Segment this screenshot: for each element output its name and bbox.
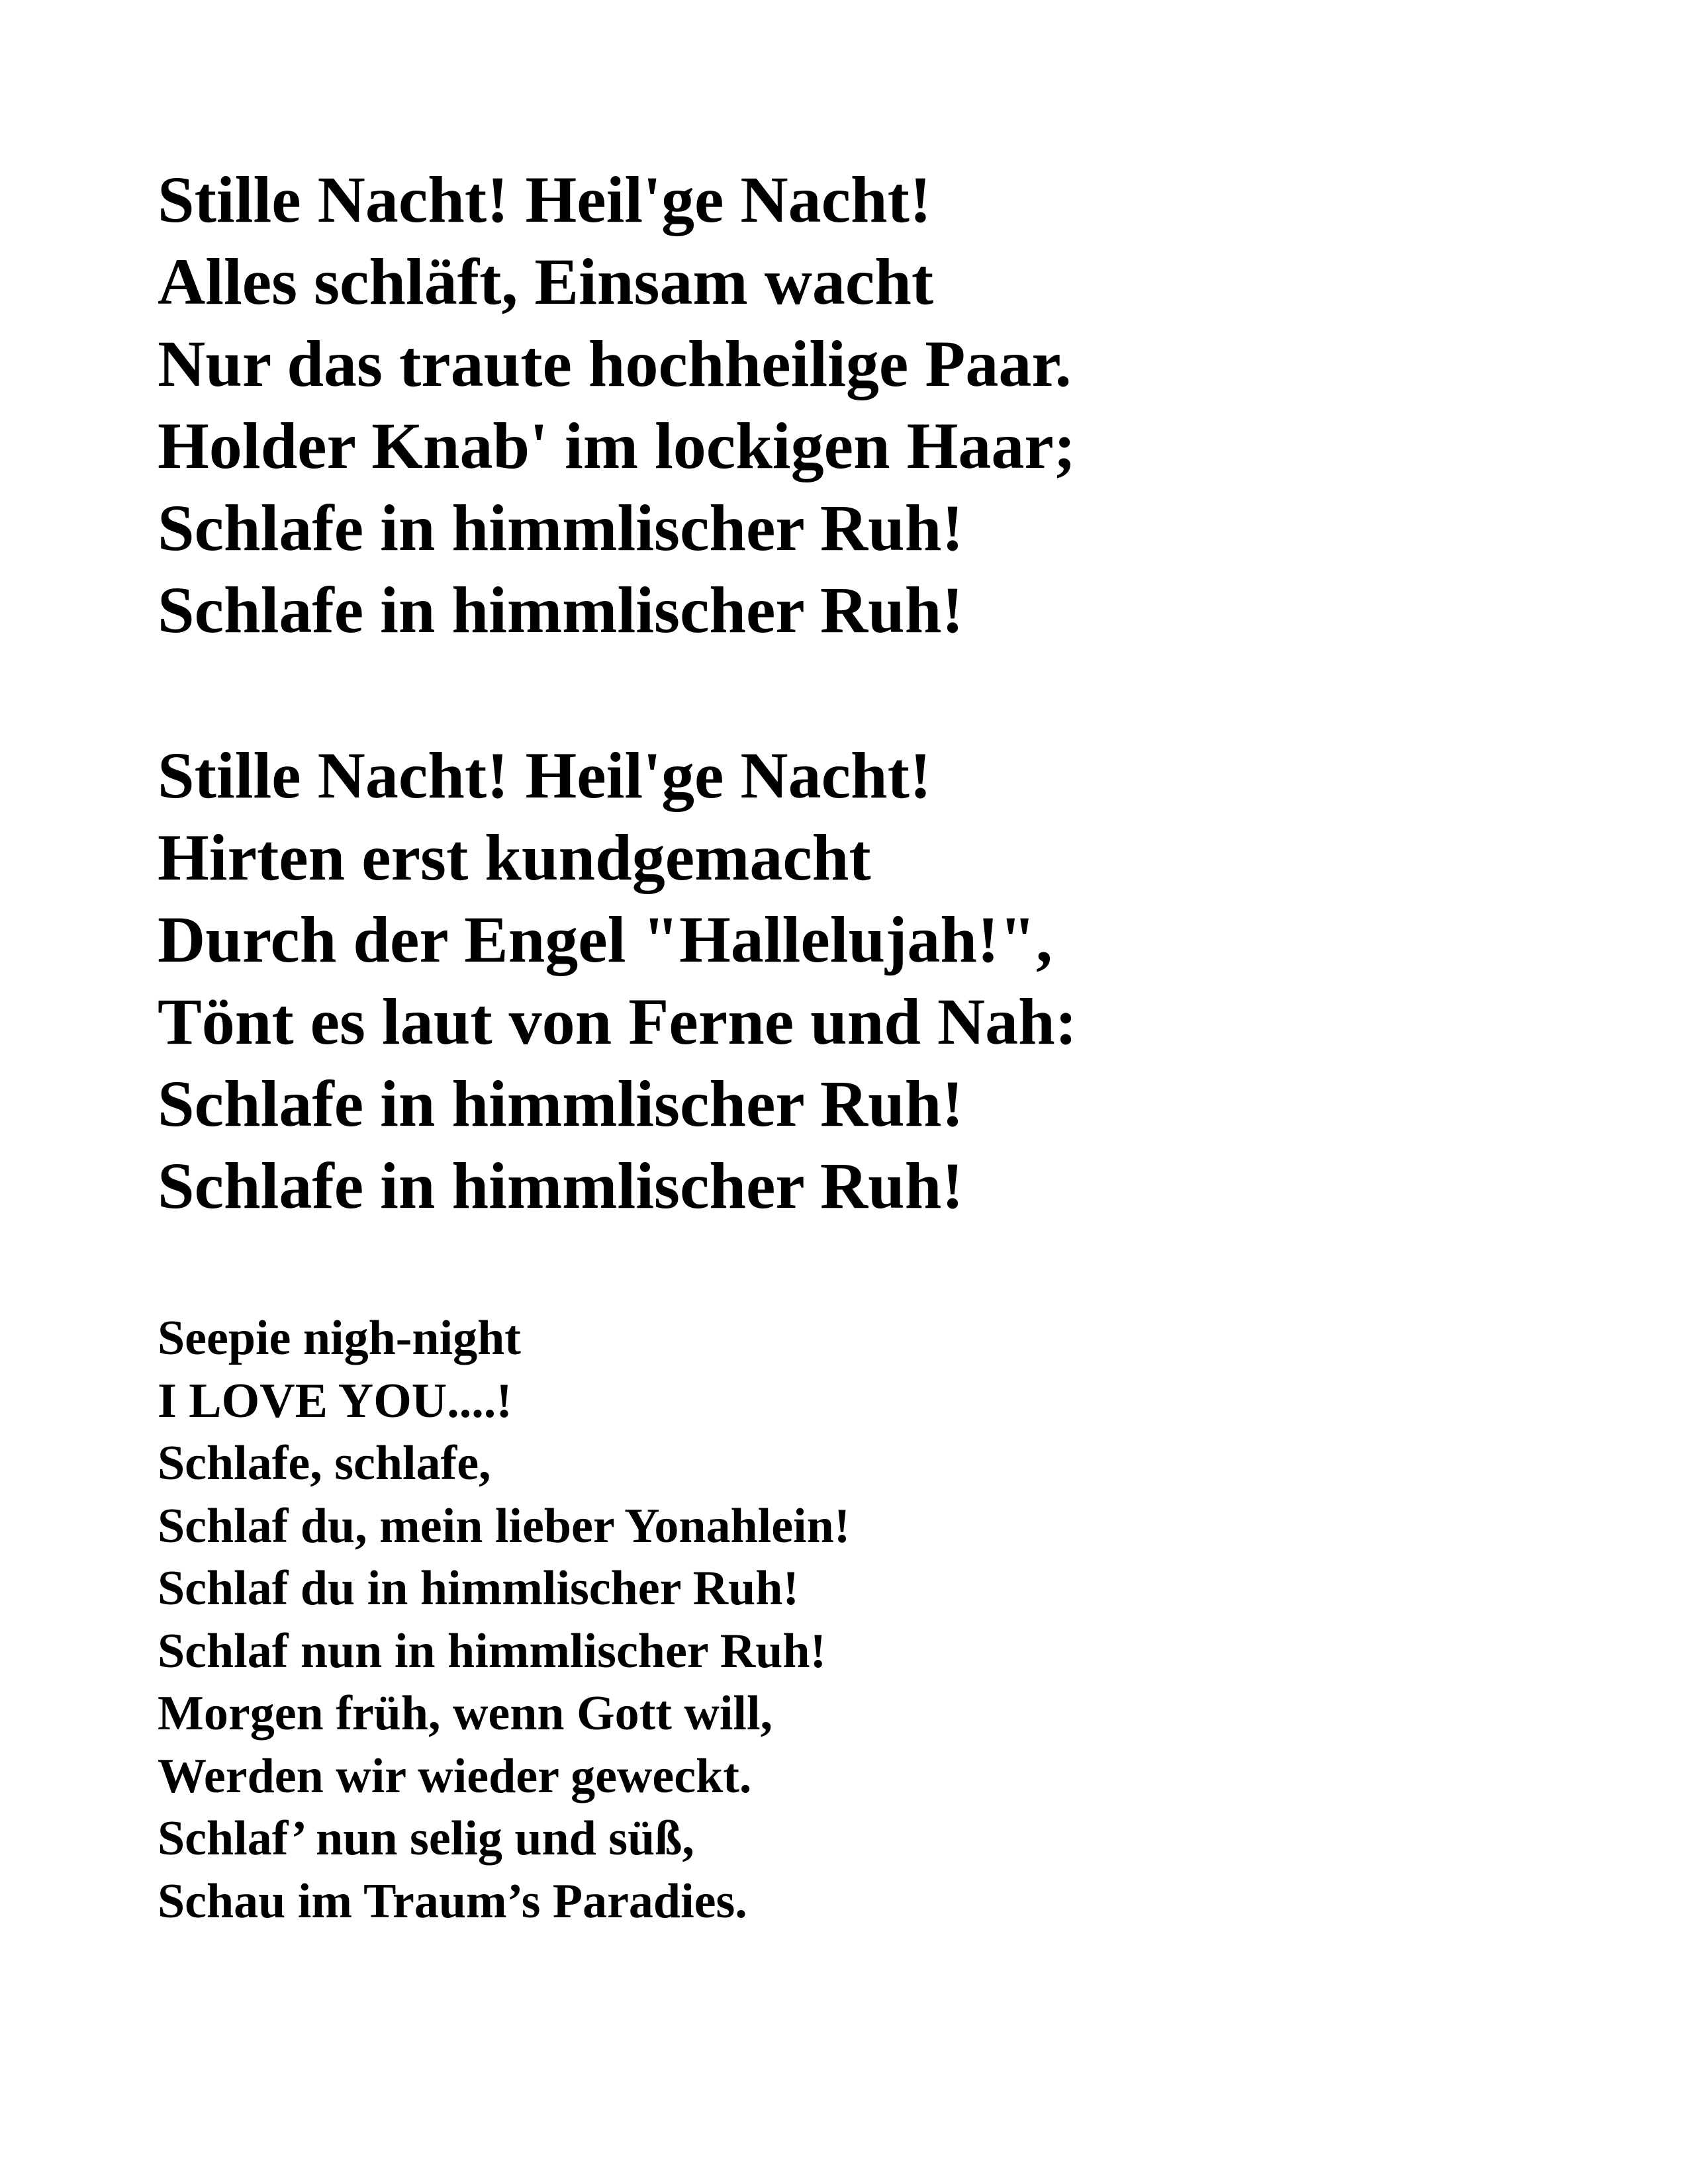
stanza-1: [158, 159, 1076, 651]
stanza-3: [158, 1307, 850, 1933]
stanza-1-line-1: Stille Nacht! Heil'ge Nacht!: [158, 163, 932, 236]
stanza-1-line-3: Nur das traute hochheilige Paar.: [158, 327, 1072, 400]
stanza-2-line-3: Durch der Engel "Hallelujah!",: [158, 903, 1053, 976]
stanza-1-line-6: Schlafe in himmlischer Ruh!: [158, 573, 964, 647]
stanza-1-line-2: Alles schläft, Einsam wacht: [158, 245, 934, 318]
stanza-3-line-3: Schlafe, schlafe,: [158, 1436, 491, 1490]
stanza-2-line-5: Schlafe in himmlischer Ruh!: [158, 1067, 964, 1140]
stanza-3-line-8: Werden wir wieder geweckt.: [158, 1749, 752, 1803]
stanza-2: [158, 735, 1077, 1227]
stanza-1-line-5: Schlafe in himmlischer Ruh!: [158, 491, 964, 565]
stanza-3-line-7: Morgen früh, wenn Gott will,: [158, 1686, 773, 1741]
stanza-3-line-5: Schlaf du in himmlischer Ruh!: [158, 1561, 800, 1615]
stanza-3-line-10: Schau im Traum’s Paradies.: [158, 1874, 747, 1929]
stanza-2-line-1: Stille Nacht! Heil'ge Nacht!: [158, 739, 932, 812]
stanza-2-line-4: Tönt es laut von Ferne und Nah:: [158, 985, 1078, 1058]
stanza-3-line-2: I LOVE YOU....!: [158, 1373, 512, 1428]
stanza-3-line-4: Schlaf du, mein lieber Yonahlein!: [158, 1498, 851, 1553]
stanza-3-line-1: Seepie nigh-night: [158, 1311, 521, 1365]
stanza-1-line-4: Holder Knab' im lockigen Haar;: [158, 409, 1076, 482]
stanza-2-line-6: Schlafe in himmlischer Ruh!: [158, 1149, 964, 1222]
stanza-3-line-9: Schlaf’ nun selig und süß,: [158, 1811, 694, 1866]
stanza-3-line-6: Schlaf nun in himmlischer Ruh!: [158, 1623, 827, 1678]
stanza-2-line-2: Hirten erst kundgemacht: [158, 821, 871, 894]
